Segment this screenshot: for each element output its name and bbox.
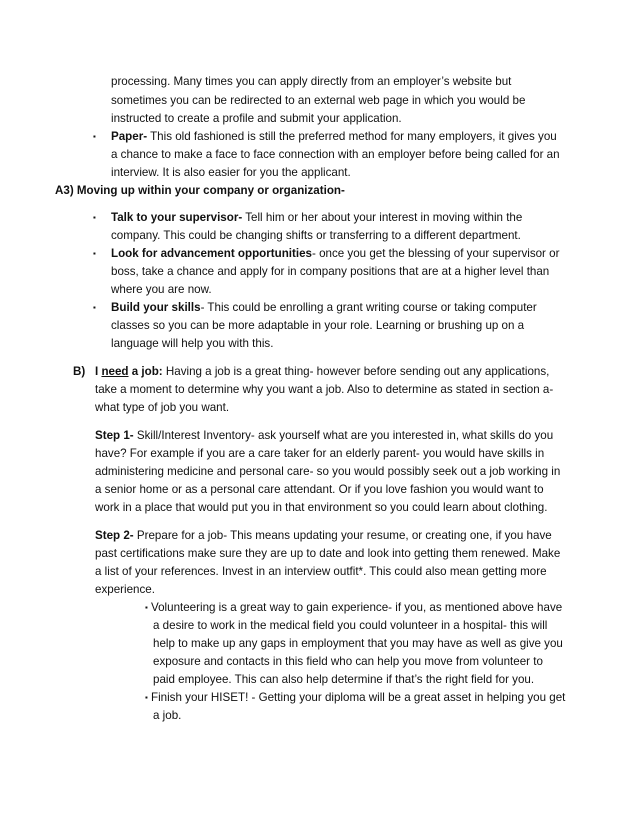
step1-text: Skill/Interest Inventory- ask yourself what are you interested in, what skills do you [133,429,554,442]
step1-line-4: a senior home or as a personal care attendant. Or if you love fashion you would want to [95,483,544,496]
section-b-title-prefix: I [95,365,102,378]
a3-item-skills-title: Build your skills [111,301,201,314]
volunteering-line-2: a desire to work in the medical field you could volunteer in a hospital- this will [153,619,548,632]
square-bullet-icon: ▪ [93,132,96,141]
step2-title: Step 2- [95,529,134,542]
a3-item-supervisor-line-1 [111,209,522,226]
step1-line-3: administering medicine and personal care- so you would possibly seek out a job working in [95,465,561,478]
a3-item-skills-line-3: language will help you with this. [111,337,274,350]
volunteering-line-4: exposure and contacts in this field who can help you move from volunteer to [153,655,543,668]
square-bullet-icon: ▪ [93,303,96,312]
a3-item-advancement-line-3: where you are now. [111,283,212,296]
a3-item-advancement-text: - once you get the blessing of your supervisor or [311,247,560,260]
step1-line-5: work in a place that would put you in that environment so you could learn about clothing. [95,501,548,514]
volunteering-line-5: paid employee. This can also help determine if that’s the right field for you. [153,673,535,686]
section-b-line-3: what type of job you want. [95,401,230,414]
continuation-line-2: sometimes you can be redirected to an external web page in which you would be [111,94,526,107]
a3-item-skills-line-1 [111,299,537,316]
paper-item-title: Paper- [111,130,148,143]
volunteering-line-1: Volunteering is a great way to gain experience- if you, as mentioned above have [151,601,563,614]
step1-title: Step 1- [95,429,134,442]
volunteering-line-3: help to make up any gaps in employment that you may have as well as give you [153,637,563,650]
a3-item-skills-line-2: classes so you can be more adaptable in your role. Learning or brushing up on a [111,319,525,332]
continuation-line-1: processing. Many times you can apply directly from an employer’s website but [111,75,512,88]
step1-line-1 [95,427,553,444]
hiset-line-1: Finish your HISET! - Getting your diploma will be a great asset in helping you get [151,691,566,704]
square-bullet-icon: ▪ [93,249,96,258]
a3-item-advancement-line-1 [111,245,559,262]
step2-line-1 [95,527,552,544]
hiset-line-2: a job. [153,709,182,722]
step1-line-2: have? For example if you are a care taker for an elderly parent- you would have skills in [95,447,545,460]
section-b-title-need: need [101,365,129,378]
section-b-line-1 [95,363,549,380]
continuation-line-3: instructed to create a profile and submit your application. [111,112,402,125]
section-a3-heading: A3) Moving up within your company or organization- [55,184,345,197]
paper-item-line-3: interview. It is also easier for you the applicant. [111,166,351,179]
a3-item-supervisor-text: Tell him or her about your interest in moving within the [242,211,523,224]
paper-item-text: This old fashioned is still the preferred method for many employers, it gives you [147,130,557,143]
step2-line-2: past certifications make sure they are up to date and look into getting them renewed. Make [95,547,561,560]
section-b-label: B) [73,365,86,378]
a3-item-advancement-line-2: boss, take a chance and apply for in company positions that are at a higher level than [111,265,550,278]
a3-item-advancement-title: Look for advancement opportunities [111,247,312,260]
square-bullet-icon: ▪ [145,603,148,612]
section-b-title-suffix: a job: [128,365,163,378]
section-b-text: Having a job is a great thing- however before sending out any applications, [162,365,550,378]
a3-item-supervisor-title: Talk to your supervisor- [111,211,243,224]
a3-item-supervisor-line-2: company. This could be changing shifts or transferring to a different department. [111,229,521,242]
section-b-line-2: take a moment to determine why you want a job. Also to determine as stated in section a- [95,383,554,396]
paper-item-line-1 [111,128,557,145]
step2-text: Prepare for a job- This means updating your resume, or creating one, if you have [133,529,552,542]
step2-line-4: experience. [95,583,155,596]
square-bullet-icon: ▪ [145,693,148,702]
a3-item-skills-text: - This could be enrolling a grant writing course or taking computer [200,301,537,314]
step2-line-3: a list of your references. Invest in an interview outfit*. This could also mean getting more [95,565,547,578]
square-bullet-icon: ▪ [93,213,96,222]
paper-item-line-2: a chance to make a face to face connection with an employer before being called for an [111,148,560,161]
